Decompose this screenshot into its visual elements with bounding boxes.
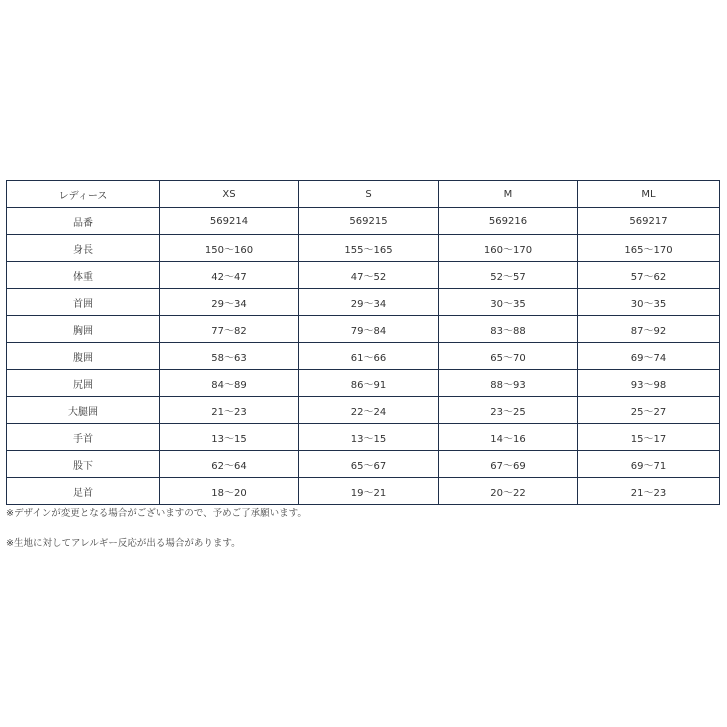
header-category: レディース — [7, 181, 160, 208]
table-row — [7, 370, 720, 397]
table-row — [7, 343, 720, 370]
table-cell: 569216 — [439, 208, 578, 235]
table-cell: 88～93 — [439, 370, 578, 397]
table-cell: 58～63 — [160, 343, 299, 370]
table-cell: 22～24 — [299, 397, 439, 424]
header-size-s: S — [299, 181, 439, 208]
table-cell: 69～74 — [578, 343, 720, 370]
row-label: 股下 — [7, 451, 160, 478]
table-row — [7, 289, 720, 316]
header-size-ml: ML — [578, 181, 720, 208]
table-header-row — [7, 181, 720, 208]
table-cell: 77～82 — [160, 316, 299, 343]
table-cell: 42～47 — [160, 262, 299, 289]
table-row — [7, 397, 720, 424]
row-label: 腹囲 — [7, 343, 160, 370]
table-cell: 19～21 — [299, 478, 439, 505]
table-cell: 150～160 — [160, 235, 299, 262]
row-label: 大腿囲 — [7, 397, 160, 424]
table-cell: 569215 — [299, 208, 439, 235]
size-chart-table — [6, 180, 720, 505]
table-cell: 21～23 — [160, 397, 299, 424]
table-cell: 18～20 — [160, 478, 299, 505]
table-cell: 21～23 — [578, 478, 720, 505]
row-label: 品番 — [7, 208, 160, 235]
table-cell: 65～70 — [439, 343, 578, 370]
table-cell: 62～64 — [160, 451, 299, 478]
table-cell: 23～25 — [439, 397, 578, 424]
header-size-xs: XS — [160, 181, 299, 208]
row-label: 胸囲 — [7, 316, 160, 343]
table-row — [7, 208, 720, 235]
allergy-note: ※生地に対してアレルギー反応が出る場合があります。 — [6, 538, 241, 549]
table-cell: 57～62 — [578, 262, 720, 289]
table-cell: 15～17 — [578, 424, 720, 451]
table-cell: 14～16 — [439, 424, 578, 451]
row-label: 身長 — [7, 235, 160, 262]
header-size-m: M — [439, 181, 578, 208]
row-label: 手首 — [7, 424, 160, 451]
table-cell: 84～89 — [160, 370, 299, 397]
table-cell: 52～57 — [439, 262, 578, 289]
table-cell: 25～27 — [578, 397, 720, 424]
table-cell: 13～15 — [299, 424, 439, 451]
table-cell: 67～69 — [439, 451, 578, 478]
table-cell: 65～67 — [299, 451, 439, 478]
design-change-note: ※デザインが変更となる場合がございますので、予めご了承願います。 — [6, 508, 307, 519]
table-row — [7, 262, 720, 289]
row-label: 尻囲 — [7, 370, 160, 397]
table-cell: 165～170 — [578, 235, 720, 262]
table-cell: 569217 — [578, 208, 720, 235]
table-row — [7, 451, 720, 478]
table-row — [7, 424, 720, 451]
row-label: 足首 — [7, 478, 160, 505]
table-cell: 30～35 — [578, 289, 720, 316]
table-row — [7, 478, 720, 505]
table-cell: 86～91 — [299, 370, 439, 397]
table-cell: 29～34 — [160, 289, 299, 316]
row-label: 首囲 — [7, 289, 160, 316]
table-row — [7, 316, 720, 343]
table-cell: 93～98 — [578, 370, 720, 397]
table-cell: 13～15 — [160, 424, 299, 451]
table-cell: 79～84 — [299, 316, 439, 343]
table-cell: 155～165 — [299, 235, 439, 262]
row-label: 体重 — [7, 262, 160, 289]
table-cell: 29～34 — [299, 289, 439, 316]
table-cell: 69～71 — [578, 451, 720, 478]
table-row — [7, 235, 720, 262]
table-cell: 87～92 — [578, 316, 720, 343]
table-cell: 61～66 — [299, 343, 439, 370]
table-cell: 47～52 — [299, 262, 439, 289]
table-cell: 160～170 — [439, 235, 578, 262]
table-cell: 569214 — [160, 208, 299, 235]
table-cell: 83～88 — [439, 316, 578, 343]
table-cell: 30～35 — [439, 289, 578, 316]
table-cell: 20～22 — [439, 478, 578, 505]
